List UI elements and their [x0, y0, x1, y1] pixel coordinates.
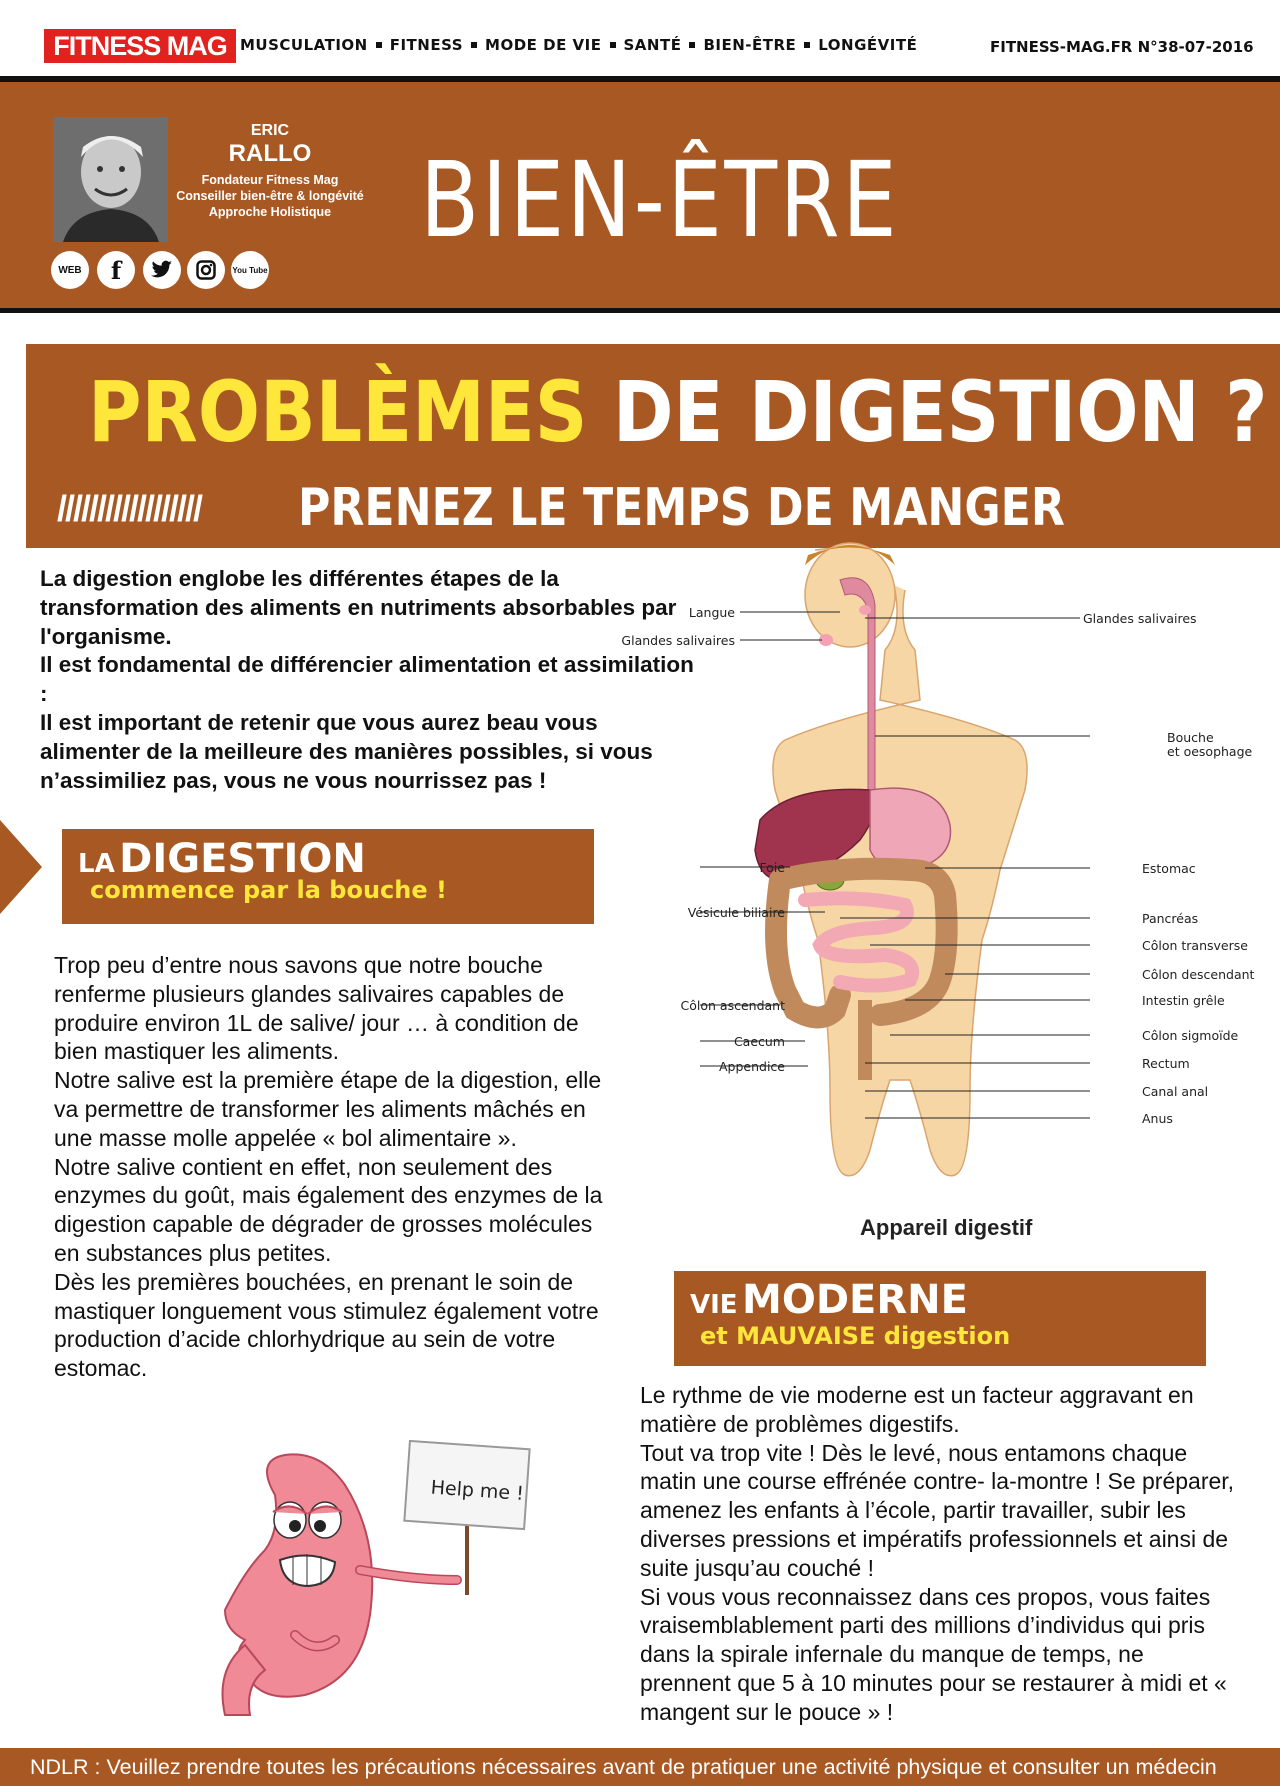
- section1-paragraph: Trop peu d’entre nous savons que notre bouche renferme plusieurs glandes salivaires capables de produire environ 1L de salive/ jour … à condition de bien mastiquer les aliments.: [54, 952, 579, 1065]
- headline-rest: DE DIGESTION ?: [612, 363, 1268, 461]
- diagram-caption: Appareil digestif: [860, 1215, 1033, 1240]
- digestive-system-diagram: [621, 550, 1280, 1190]
- section2-subtitle: et MAUVAISE digestion: [700, 1322, 1011, 1350]
- nav-separator: [804, 42, 810, 48]
- label-oesophage: et oesophage: [1167, 744, 1253, 759]
- nav-separator: [610, 42, 616, 48]
- fitness-mag-logo[interactable]: FITNESS MAG: [44, 29, 236, 63]
- section-arrow: [0, 820, 42, 914]
- section1-paragraph: Notre salive contient en effet, non seulement des enzymes du goût, mais également des enzymes de la digestion capable de dégrader de grosses molécules en substances plus petites.: [54, 1153, 603, 1266]
- sign-text: Help me !: [429, 1476, 525, 1505]
- footer-disclaimer: NDLR : Veuillez prendre toutes les précautions nécessaires avant de pratiquer une activité physique et consulter un médecin: [0, 1748, 1280, 1786]
- nav-separator: [689, 42, 695, 48]
- label-colon-transverse: Côlon transverse: [1142, 938, 1248, 953]
- label-appendice: Appendice: [718, 1059, 785, 1074]
- author-role: Approche Holistique: [208, 205, 332, 219]
- author-last-name: RALLO: [228, 140, 312, 167]
- facebook-icon[interactable]: f: [97, 251, 135, 289]
- label-estomac: Estomac: [1142, 861, 1196, 876]
- label-colon-ascendant: Côlon ascendant: [680, 998, 785, 1013]
- label-pancreas: Pancréas: [1142, 911, 1199, 926]
- author-first-name: ERIC: [250, 122, 290, 139]
- label-rectum: Rectum: [1142, 1056, 1190, 1071]
- section2-paragraph: Si vous vous reconnaissez dans ces propos, vous faites vraisemblablement parti des millions d’individus qui pris dans la spirale infernale du manque de temps, ne prennent que 5 à 10 minutes pour se restaurer à midi et « mangent sur le pouce » !: [640, 1583, 1227, 1725]
- label-caecum: Caecum: [733, 1034, 785, 1049]
- intro-paragraph: Il est fondamental de différencier alimentation et assimilation :: [40, 652, 694, 707]
- intro-text: [40, 565, 700, 795]
- label-colon-descendant: Côlon descendant: [1142, 967, 1255, 982]
- label-vesicule-biliaire: Vésicule biliaire: [687, 905, 785, 920]
- label-intestin-grele: Intestin grêle: [1142, 993, 1225, 1008]
- label-colon-sigmoide: Côlon sigmoïde: [1142, 1028, 1239, 1043]
- section2-body: [640, 1381, 1240, 1727]
- web-icon[interactable]: WEB: [51, 251, 89, 289]
- label-anus: Anus: [1142, 1111, 1173, 1126]
- header-divider: [0, 308, 1280, 313]
- section2-heading: [690, 1277, 968, 1323]
- author-role: Fondateur Fitness Mag: [201, 173, 339, 187]
- instagram-icon[interactable]: [187, 251, 225, 289]
- top-nav: [240, 36, 917, 54]
- subheadline: PRENEZ LE TEMPS DE MANGER: [298, 478, 1065, 538]
- nav-item-musculation[interactable]: MUSCULATION: [240, 36, 368, 54]
- section2-small-word: VIE: [690, 1290, 738, 1320]
- section1-paragraph: Dès les premières bouchées, en prenant le soin de mastiquer longuement vous stimulez également votre production d’acide chlorhydrique au sein de votre estomac.: [54, 1268, 599, 1382]
- nav-separator: [471, 42, 477, 48]
- label-bouche: Bouche: [1167, 730, 1214, 745]
- headline-highlight: PROBLÈMES: [88, 363, 588, 461]
- section1-paragraph: Notre salive est la première étape de la digestion, elle va permettre de transformer les aliments mâchés en une masse molle appelée « bol alimentaire ».: [54, 1067, 602, 1151]
- section2-paragraph: Le rythme de vie moderne est un facteur aggravant en matière de problèmes digestifs.: [640, 1382, 1194, 1437]
- author-role: Conseiller bien-être & longévité: [176, 189, 364, 203]
- section1-subtitle: commence par la bouche !: [90, 876, 447, 904]
- intro-paragraph: La digestion englobe les différentes étapes de la transformation des aliments en nutriments absorbables par l'organisme.: [40, 566, 677, 649]
- section1-small-word: LA: [78, 849, 115, 879]
- label-langue: Langue: [688, 605, 735, 620]
- intro-paragraph: Il est important de retenir que vous aurez beau vous alimenter de la meilleure des manières possibles, si vous n’assimiliez pas, vous ne vous nourrissez pas !: [40, 709, 653, 793]
- section-title: BIEN-ÊTRE: [420, 139, 900, 261]
- label-canal-anal: Canal anal: [1142, 1084, 1209, 1099]
- hatch-decoration: //////////////////: [57, 488, 202, 529]
- youtube-icon[interactable]: You Tube: [231, 251, 269, 289]
- section2-big-word: MODERNE: [742, 1277, 968, 1323]
- twitter-icon[interactable]: [143, 251, 181, 289]
- label-foie: Foie: [759, 860, 785, 875]
- nav-item-fitness[interactable]: FITNESS: [389, 36, 464, 54]
- label-glandes-salivaires-right: Glandes salivaires: [1083, 611, 1197, 626]
- section1-big-word: DIGESTION: [119, 836, 366, 882]
- nav-separator: [376, 42, 382, 48]
- label-glandes-salivaires-left: Glandes salivaires: [621, 633, 735, 648]
- nav-item-mode-de-vie[interactable]: MODE DE VIE: [485, 36, 602, 54]
- author-photo: [53, 117, 168, 242]
- nav-item-bien-etre[interactable]: BIEN-ÊTRE: [703, 36, 797, 54]
- nav-item-longevite[interactable]: LONGÉVITÉ: [818, 36, 918, 54]
- section2-paragraph: Tout va trop vite ! Dès le levé, nous entamons chaque matin une course effrénée contre- la-montre ! Se préparer, amenez les enfants à l’école, partir travailler, subir les diverses pressions et impératifs professionnels et ainsi de suite jusqu’au couché !: [640, 1439, 1235, 1581]
- stomach-cartoon: [195, 1440, 555, 1740]
- issue-number: FITNESS-MAG.FR N°38-07-2016: [990, 38, 1254, 56]
- nav-item-sante[interactable]: SANTÉ: [623, 36, 682, 54]
- section1-body: [54, 951, 624, 1383]
- headline: [88, 362, 1267, 462]
